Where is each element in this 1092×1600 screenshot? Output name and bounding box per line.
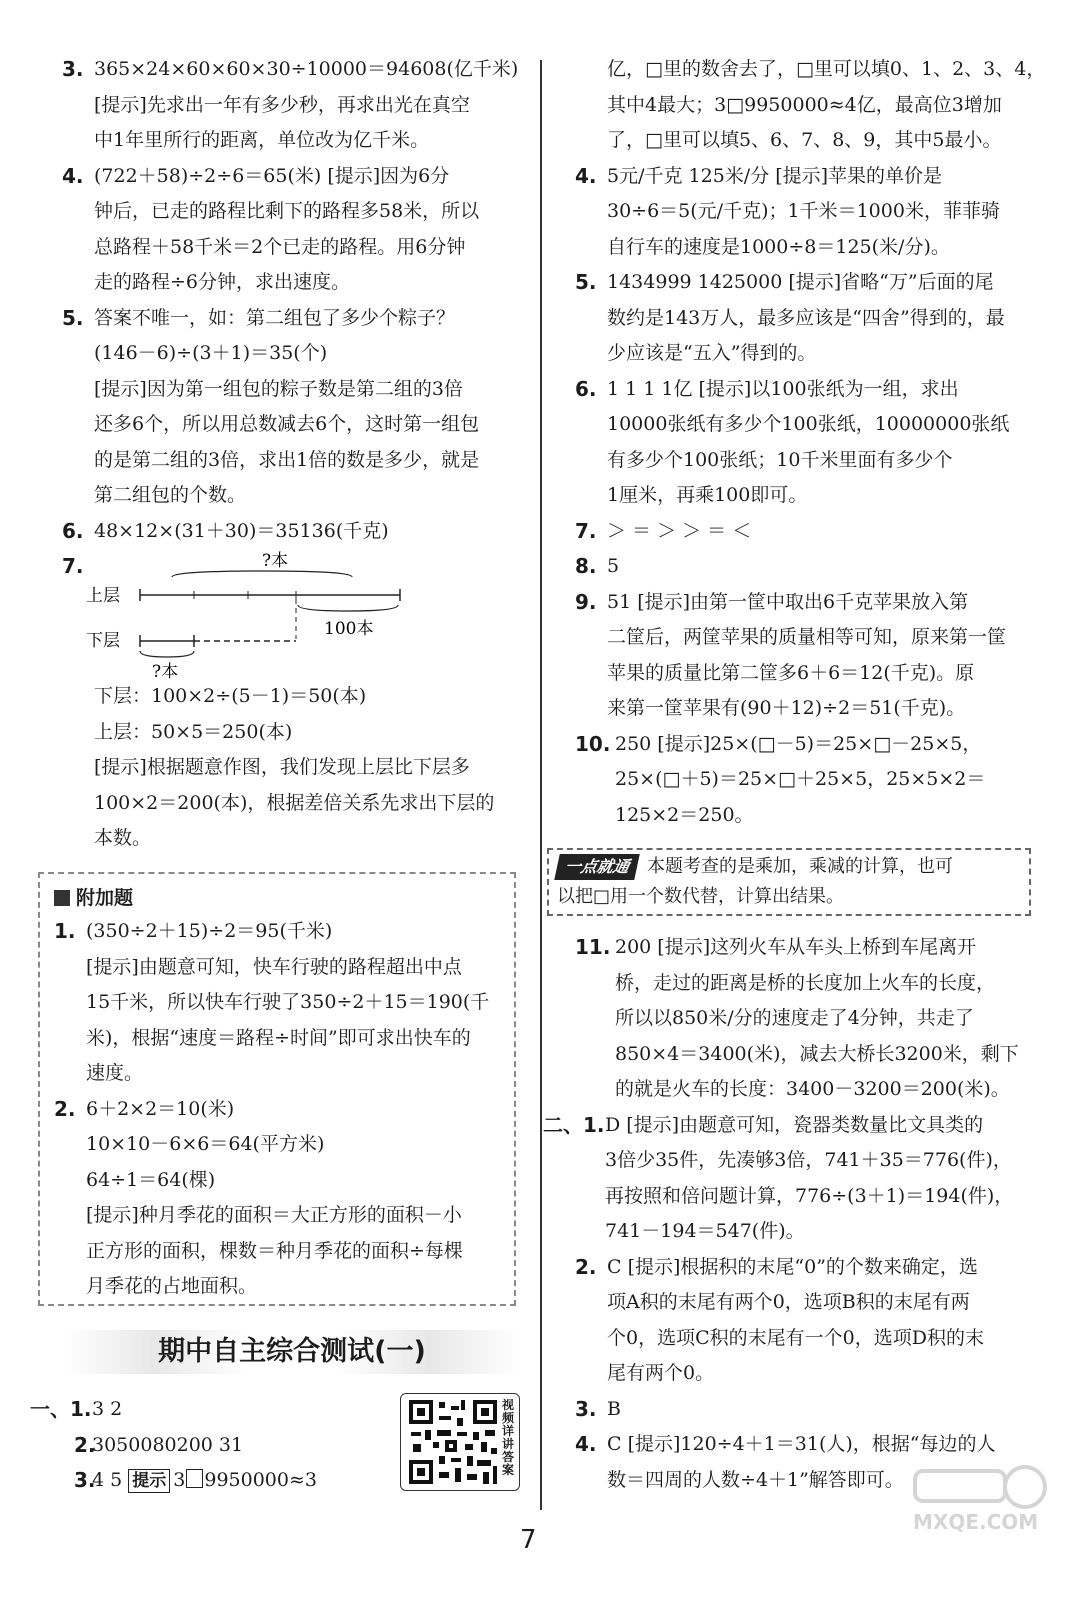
answer-number: 2. (54, 1096, 76, 1121)
part2-answer-3 (575, 1392, 1040, 1428)
right-column-lower (543, 930, 1040, 1498)
answer-line: 中1年里所行的距离，单位改为亿千米。 (94, 129, 430, 151)
answer-6 (575, 372, 1040, 514)
answer-number: 3. (575, 1396, 597, 1421)
answer-line: B (607, 1397, 621, 1420)
answer-number: 7. (62, 554, 84, 578)
answer-6 (62, 514, 522, 550)
answer-line: 再按照和倍问题计算，776÷(3＋1)＝194(件)， (605, 1184, 1014, 1207)
answer-line: 3050080200 31 (92, 1433, 244, 1456)
answer-line: C [提示]根据积的末尾“0”的个数来确定，选 (607, 1255, 978, 1278)
answer-line: 10×10－6×6＝64(平方米) (86, 1133, 325, 1155)
answer-line: 10000张纸有多少个100张纸，10000000张纸 (607, 413, 1010, 435)
answer-line: 上层：50×5＝250(本) (94, 720, 293, 743)
answer-11 (575, 930, 1040, 1108)
answer-line: D [提示]由题意可知，瓷器类数量比文具类的 (605, 1113, 984, 1136)
answer-line: 741－194＝547(件)。 (605, 1220, 805, 1242)
answer-line: 125×2＝250。 (615, 803, 754, 826)
answer-3-continued (575, 52, 1046, 159)
answer-line: 1 1 1 1亿 [提示]以100张纸为一组，求出 (607, 377, 959, 400)
answer-line: 200 [提示]这列火车从车头上桥到车尾离开 (615, 936, 977, 958)
answer-line: 了，□里可以填5、6、7、8、9，其中5最小。 (607, 129, 1002, 151)
answer-line: 答案不唯一，如：第二组包了多少个粽子？ (94, 306, 456, 329)
tip-note-box (547, 848, 1031, 916)
answer-line: 30÷6＝5(元/千克)；1千米＝1000米，菲菲骑 (607, 200, 1000, 222)
answer-line: 51 [提示]由第一筐中取出6千克苹果放入第 (607, 590, 969, 613)
answer-9 (575, 585, 1040, 727)
column-divider (540, 60, 542, 1510)
answer-5 (62, 301, 522, 514)
watermark-text: MXQE.COM (913, 1510, 1039, 1534)
answer-line: C [提示]120÷4＋1＝31(人)，根据“每边的人 (607, 1433, 996, 1455)
answer-number: 6. (62, 518, 84, 543)
answer-line: 本数。 (94, 827, 152, 849)
note-line: 以把□用一个数代替，计算出结果。 (557, 886, 845, 907)
answer-3 (62, 52, 522, 159)
answer-line: 二筐后，两筐苹果的质量相等可知，原来第一筐 (607, 626, 1007, 648)
answer-line: 的是第二组的3倍，求出1倍的数是多少，就是 (94, 448, 480, 471)
diagram-diff-label: 100本 (324, 619, 374, 639)
answer-line: [提示]种月季花的面积＝大正方形的面积－小 (86, 1204, 462, 1226)
bonus-answer-2 (54, 1092, 502, 1305)
answer-line: 3 2 (92, 1398, 123, 1420)
answer-4 (62, 159, 522, 301)
answer-line: 走的路程÷6分钟，求出速度。 (94, 271, 351, 293)
bonus-answer-1 (54, 914, 502, 1092)
hint-tag: 提示 (128, 1469, 170, 1493)
answer-line: 64÷1＝64(棵) (86, 1168, 216, 1191)
answer-line: [提示]由题意可知，快车行驶的路程超出中点 (86, 955, 462, 978)
answer-line (92, 1463, 400, 1499)
answer-line: [提示]因为第一组包的粽子数是第二组的3倍 (94, 377, 463, 400)
answer-text: 4 5 (92, 1469, 129, 1491)
answer-number: 3. (74, 1468, 96, 1492)
answer-line: ＞ ＝ ＞ ＞ ＝ ＜ (607, 519, 752, 542)
answer-number: 4. (575, 163, 597, 188)
answer-7 (575, 514, 1040, 550)
bonus-title-text: 附加题 (76, 887, 134, 909)
answer-line: 的就是火车的长度：3400－3200＝200(米)。 (615, 1078, 1010, 1100)
answer-line: 数＝四周的人数÷4＋1”解答即可。 (607, 1468, 904, 1491)
answer-line: 365×24×60×60×30÷10000＝94608(亿千米) (94, 58, 519, 80)
answer-line: 少应该是“五入”得到的。 (607, 342, 817, 364)
answer-line: 850×4＝3400(米)，减去大桥长3200米，剩下 (615, 1042, 1019, 1065)
diagram-part-label: ?本 (152, 662, 179, 679)
answer-number: 5. (575, 270, 597, 294)
segment-diagram (84, 549, 414, 679)
answer-number: 2. (575, 1254, 597, 1279)
answer-line: 个0，选项C积的末尾有一个0，选项D积的末 (607, 1326, 984, 1349)
answer-text: 3 (173, 1469, 186, 1491)
answer-line: 米)，根据“速度＝路程÷时间”即可求出快车的 (86, 1026, 471, 1049)
answer-number: 5. (62, 305, 84, 330)
answer-7 (62, 549, 522, 857)
answer-line: [提示]先求出一年有多少秒，再求出光在真空 (94, 93, 470, 116)
section-title: 期中自主综合测试(一) (62, 1330, 522, 1374)
answer-line: (350÷2＋15)÷2＝95(千米) (86, 920, 333, 942)
answer-line: 总路程＋58千米＝2个已走的路程。用6分钟 (94, 235, 466, 258)
right-column (575, 52, 1046, 833)
answer-line: 尾有两个0。 (607, 1362, 715, 1384)
answer-number: 7. (575, 518, 597, 543)
watermark-icon (905, 1465, 1055, 1535)
answer-line: (722＋58)÷2÷6＝65(米) [提示]因为6分 (94, 164, 450, 187)
answer-line: 15千米，所以快车行驶了350÷2＋15＝190(千 (86, 991, 490, 1013)
answer-number: 2. (74, 1432, 96, 1457)
watermark-logo (905, 1465, 1055, 1535)
answer-line: 1434999 1425000 [提示]省略“万”后面的尾 (607, 271, 994, 293)
answer-line: 亿，□里的数舍去了，□里可以填0、1、2、3、4， (607, 58, 1046, 80)
part2-answer-1 (543, 1108, 1040, 1250)
part1-line-3 (30, 1463, 400, 1499)
answer-line: 48×12×(31＋30)＝35136(千克) (94, 519, 389, 542)
bookmark-icon (54, 890, 70, 906)
answer-line: 其中4最大；3□9950000≈4亿，最高位3增加 (607, 93, 1002, 116)
answer-number: 10. (575, 731, 611, 756)
answer-number: 3. (62, 57, 84, 81)
answer-number: 9. (575, 589, 597, 614)
answer-number: 1. (54, 919, 76, 943)
bonus-title (54, 882, 502, 914)
answer-line: 来第一筐苹果有(90＋12)÷2＝51(千克)。 (607, 697, 966, 719)
diagram-bottom-label: 下层 (86, 631, 120, 651)
part2-answer-2 (575, 1250, 1040, 1392)
answer-number: 二、1. (543, 1112, 605, 1137)
answer-line: 数约是143万人，最多应该是“四舍”得到的，最 (607, 306, 1005, 329)
answer-text: 9950000≈3 (204, 1469, 317, 1491)
part1-line-2 (30, 1428, 400, 1464)
answer-line: 还多6个，所以用总数减去6个，这时第一组包 (94, 413, 480, 435)
answer-line: 1厘米，再乘100即可。 (607, 484, 808, 506)
diagram-top-label: 上层 (86, 586, 120, 606)
answer-number: 8. (575, 554, 597, 578)
answer-line: 5 (607, 555, 620, 577)
answer-8 (575, 549, 1040, 585)
answer-line: 6＋2×2＝10(米) (86, 1097, 235, 1120)
note-tag: 一点就通 (554, 854, 640, 880)
answer-line: 正方形的面积，棵数＝种月季花的面积÷每棵 (86, 1239, 463, 1262)
note-line: 本题考查的是乘加，乘减的计算，也可 (647, 856, 954, 877)
answer-line: 苹果的质量比第二筐多6＋6＝12(千克)。原 (607, 661, 975, 684)
answer-line: 桥，走过的距离是桥的长度加上火车的长度， (615, 971, 996, 994)
answer-10 (575, 727, 1040, 834)
answer-line: 钟后，已走的路程比剩下的路程多58米，所以 (94, 200, 480, 222)
part1-line-1 (30, 1392, 400, 1428)
answer-line: 自行车的速度是1000÷8＝125(米/分)。 (607, 235, 950, 258)
answer-number: 11. (575, 935, 611, 959)
answer-line: 项A积的末尾有两个0，选项B积的末尾有两 (607, 1291, 970, 1313)
left-column (62, 52, 522, 857)
answer-line: 速度。 (86, 1062, 144, 1084)
answer-line: 5元/千克 125米/分 [提示]苹果的单价是 (607, 164, 943, 187)
answer-line: 所以以850米/分的速度走了4分钟，共走了 (615, 1007, 974, 1029)
answer-number: 4. (62, 163, 84, 188)
answer-line: 3倍少35件，先凑够3倍，741＋35＝776(件)， (605, 1149, 1012, 1171)
answer-line: 下层：100×2÷(5－1)＝50(本) (94, 685, 367, 707)
answer-line: 有多少个100张纸；10千米里面有多少个 (607, 448, 953, 471)
answer-line: 月季花的占地面积。 (86, 1275, 258, 1297)
answer-line: 250 [提示]25×(□－5)＝25×□－25×5， (615, 732, 982, 755)
bonus-box (38, 872, 516, 1306)
answer-line: (146－6)÷(3＋1)＝35(个) (94, 342, 328, 364)
page-number: 7 (520, 1525, 537, 1555)
diagram-total-label: ?本 (262, 551, 289, 571)
answer-number: 6. (575, 376, 597, 401)
answer-number: 一、1. (30, 1397, 92, 1421)
answer-number: 4. (575, 1432, 597, 1456)
qr-label: 视频详讲答案 (501, 1398, 514, 1477)
qr-code-pattern (405, 1396, 501, 1488)
answer-line: 100×2＝200(本)，根据差倍关系先求出下层的 (94, 791, 495, 814)
answer-line: [提示]根据题意作图，我们发现上层比下层多 (94, 756, 470, 778)
answer-4 (575, 159, 1040, 266)
answer-line: 第二组包的个数。 (94, 484, 247, 506)
answer-5 (575, 265, 1040, 372)
part-one-answers (30, 1392, 400, 1499)
answer-line: 25×(□＋5)＝25×□＋25×5，25×5×2＝ (615, 768, 986, 790)
blank-box (186, 1469, 203, 1488)
